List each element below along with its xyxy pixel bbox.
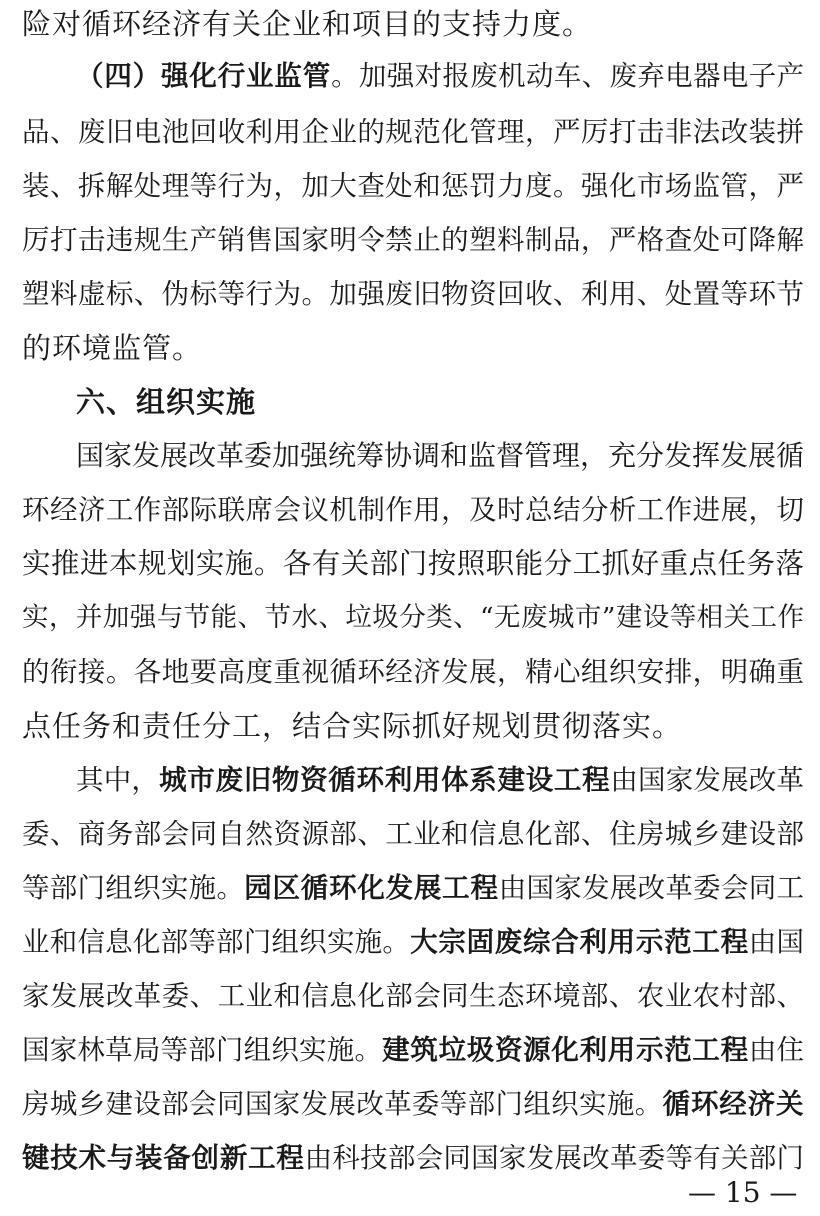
text-run: 。加强对报废机动车、废弃电器电子产: [331, 60, 805, 92]
text-run: 点任务和责任分工，结合实际抓好规划贯彻落实。: [22, 709, 683, 743]
project-name: 园区循环化发展工程: [244, 872, 499, 904]
section-heading: [22, 382, 804, 422]
text-line: [22, 652, 804, 692]
text-run: 由国: [748, 926, 805, 958]
text-run: 其中，: [76, 764, 160, 796]
project-name: 键技术与装备创新工程: [22, 1142, 305, 1174]
page-number: — 15 —: [688, 1176, 798, 1209]
section-heading-text: 六、组织实施: [76, 385, 257, 419]
text-run: 实推进本规划实施。各有关部门按照职能分工抓好重点任务落: [22, 547, 804, 580]
text-line: [22, 598, 804, 638]
text-run: 的环境监管。: [22, 331, 203, 365]
text-run: 实，并加强与节能、节水、垃圾分类、“无废城市”建设等相关工作: [22, 602, 804, 633]
text-run: 险对循环经济有关企业和项目的支持力度。: [22, 7, 593, 41]
subsection-heading: （四）强化行业监管: [76, 60, 332, 92]
text-line: [22, 814, 804, 854]
text-run: 房城乡建设部会同国家发展改革委等部门组织实施。: [22, 1088, 663, 1120]
text-line: [22, 436, 804, 476]
text-run: 由国家发展改革委会同工: [498, 872, 805, 904]
text-line: [22, 1084, 804, 1124]
text-run: 委、商务部会同自然资源部、工业和信息化部、住房城乡建设部: [22, 818, 804, 850]
text-run: 厉打击违规生产销售国家明令禁止的塑料制品，严格查处可降解: [22, 224, 804, 256]
text-line: [22, 4, 804, 44]
text-run: 家发展改革委、工业和信息化部会同生态环境部、农业农村部、: [22, 980, 804, 1012]
text-line: [22, 220, 804, 260]
text-run: 品、废旧电池回收利用企业的规范化管理，严厉打击非法改装拼: [22, 116, 804, 148]
text-run: 装、拆解处理等行为，加大查处和惩罚力度。强化市场监管，严: [22, 170, 804, 202]
text-line: [22, 544, 804, 584]
text-run: 国家发展改革委加强统筹协调和监督管理，充分发挥发展循: [76, 439, 805, 472]
text-run: 环经济工作部际联席会议机制作用，及时总结分析工作进展，切: [22, 494, 804, 526]
text-line: [22, 166, 804, 206]
text-line: [22, 1030, 804, 1070]
text-line: [22, 760, 804, 800]
text-run: 业和信息化部等部门组织实施。: [22, 926, 411, 958]
text-run: 塑料虚标、伪标等行为。加强废旧物资回收、利用、处置等环节: [22, 278, 804, 310]
text-line: [22, 274, 804, 314]
text-run: 国家林草局等部门组织实施。: [22, 1034, 383, 1066]
project-name: 建筑垃圾资源化利用示范工程: [382, 1034, 749, 1066]
text-line: [22, 112, 804, 152]
text-line: [22, 706, 804, 746]
text-line: [22, 56, 804, 96]
text-line: [22, 976, 804, 1016]
text-line: [22, 922, 804, 962]
text-run: 由科技部会同国家发展改革委等有关部门: [304, 1142, 804, 1174]
text-line: [22, 1138, 804, 1178]
text-line: [22, 868, 804, 908]
text-run: 等部门组织实施。: [22, 872, 245, 904]
text-run: 由住: [748, 1034, 805, 1066]
project-name: 大宗固废综合利用示范工程: [410, 926, 749, 958]
text-run: 由国家发展改革: [610, 764, 805, 796]
project-name: 循环经济关: [662, 1088, 805, 1120]
text-run: 的衔接。各地要高度重视循环经济发展，精心组织安排，明确重: [22, 656, 804, 688]
text-line: [22, 490, 804, 530]
project-name: 城市废旧物资循环利用体系建设工程: [159, 764, 611, 796]
text-line: [22, 328, 804, 368]
